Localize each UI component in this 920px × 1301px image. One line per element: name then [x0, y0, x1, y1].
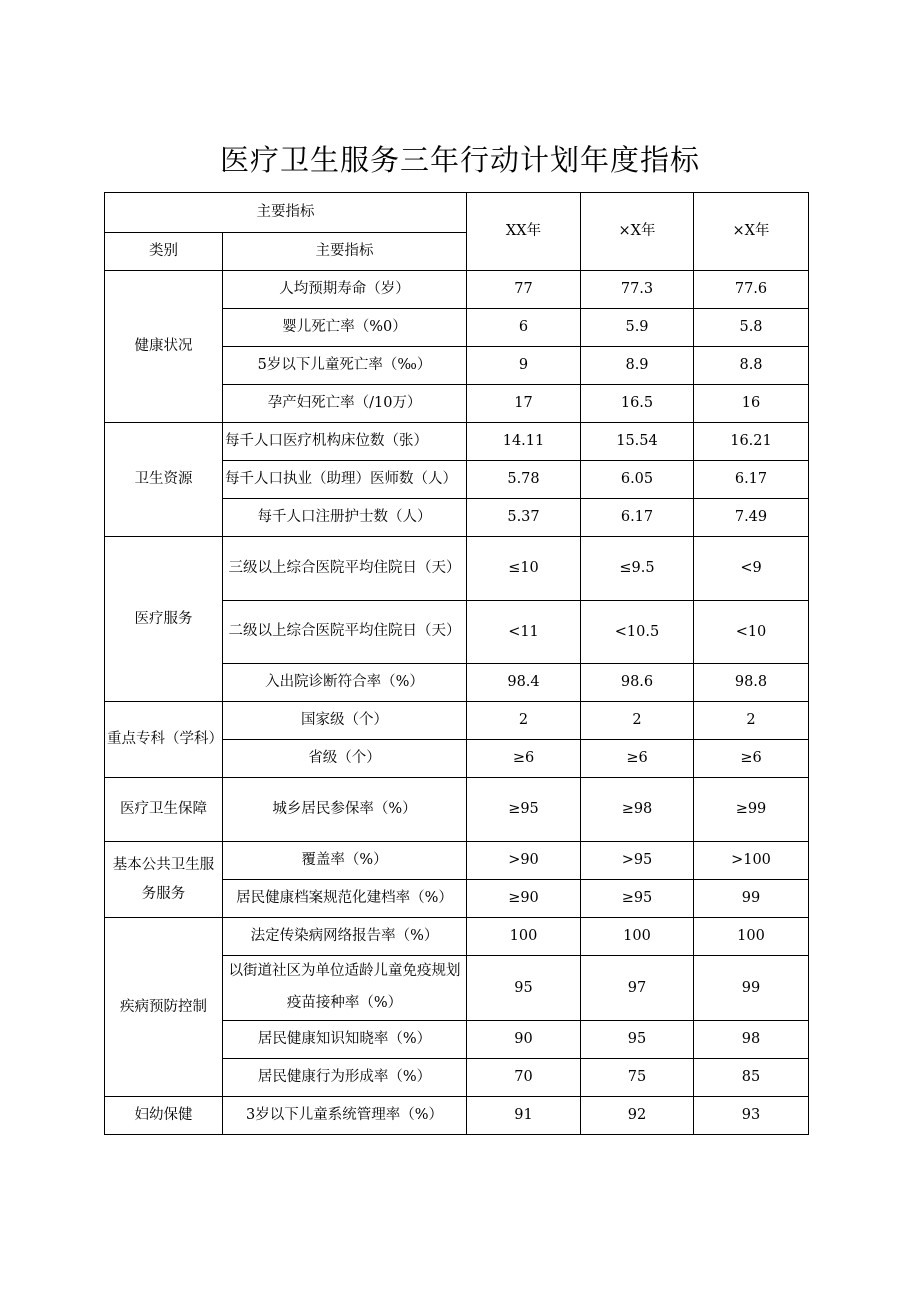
value-cell: 16	[694, 385, 809, 423]
value-cell: ≥6	[694, 740, 809, 778]
indicator-cell: 孕产妇死亡率（/10万）	[223, 385, 467, 423]
value-cell: 5.8	[694, 309, 809, 347]
indicator-cell: 三级以上综合医院平均住院日（天）	[223, 537, 467, 601]
indicator-cell: 每千人口医疗机构床位数（张）	[223, 423, 467, 461]
value-cell: 95	[581, 1020, 694, 1058]
value-cell: 15.54	[581, 423, 694, 461]
table-row	[105, 918, 809, 956]
value-cell: 98.4	[467, 664, 581, 702]
value-cell: 77	[467, 271, 581, 309]
header-main-indicator: 主要指标	[105, 193, 467, 233]
category-cell: 医疗卫生保障	[105, 778, 223, 842]
value-cell: <10.5	[581, 601, 694, 664]
header-year-1: XX年	[467, 193, 581, 271]
value-cell: >95	[581, 842, 694, 880]
value-cell: 98	[694, 1020, 809, 1058]
value-cell: 98.8	[694, 664, 809, 702]
indicator-cell: 国家级（个）	[223, 702, 467, 740]
value-cell: ≤9.5	[581, 537, 694, 601]
indicator-cell: 居民健康档案规范化建档率（%）	[223, 880, 467, 918]
table-row	[105, 778, 809, 842]
value-cell: <9	[694, 537, 809, 601]
value-cell: 91	[467, 1096, 581, 1134]
header-year-3: ×X年	[694, 193, 809, 271]
value-cell: 5.9	[581, 309, 694, 347]
value-cell: 95	[467, 956, 581, 1021]
table-row	[105, 842, 809, 880]
table-row	[105, 1096, 809, 1134]
header-category: 类别	[105, 233, 223, 271]
value-cell: ≥90	[467, 880, 581, 918]
value-cell: 14.11	[467, 423, 581, 461]
value-cell: 9	[467, 347, 581, 385]
value-cell: 85	[694, 1058, 809, 1096]
indicator-cell: 省级（个）	[223, 740, 467, 778]
value-cell: ≥95	[467, 778, 581, 842]
category-cell: 妇幼保健	[105, 1096, 223, 1134]
header-indicator: 主要指标	[223, 233, 467, 271]
value-cell: 2	[467, 702, 581, 740]
value-cell: 17	[467, 385, 581, 423]
value-cell: 92	[581, 1096, 694, 1134]
header-year-2: ×X年	[581, 193, 694, 271]
value-cell: 7.49	[694, 499, 809, 537]
indicator-cell: 每千人口执业（助理）医师数（人）	[223, 461, 467, 499]
value-cell: ≥99	[694, 778, 809, 842]
value-cell: 75	[581, 1058, 694, 1096]
category-cell: 医疗服务	[105, 537, 223, 702]
indicator-cell: 婴儿死亡率（%0）	[223, 309, 467, 347]
indicator-cell: 城乡居民参保率（%）	[223, 778, 467, 842]
value-cell: >100	[694, 842, 809, 880]
value-cell: 77.3	[581, 271, 694, 309]
value-cell: 5.78	[467, 461, 581, 499]
value-cell: 6.05	[581, 461, 694, 499]
value-cell: 90	[467, 1020, 581, 1058]
category-cell: 疾病预防控制	[105, 918, 223, 1097]
value-cell: 99	[694, 956, 809, 1021]
indicator-cell: 以街道社区为单位适龄儿童免疫规划疫苗接种率（%）	[223, 956, 467, 1021]
indicator-cell: 人均预期寿命（岁）	[223, 271, 467, 309]
value-cell: <11	[467, 601, 581, 664]
table-row	[105, 702, 809, 740]
value-cell: 97	[581, 956, 694, 1021]
indicator-cell: 法定传染病网络报告率（%）	[223, 918, 467, 956]
value-cell: 93	[694, 1096, 809, 1134]
value-cell: ≥6	[467, 740, 581, 778]
value-cell: 100	[581, 918, 694, 956]
value-cell: ≥98	[581, 778, 694, 842]
category-cell: 健康状况	[105, 271, 223, 423]
value-cell: 2	[694, 702, 809, 740]
indicator-cell: 居民健康知识知晓率（%）	[223, 1020, 467, 1058]
indicator-cell: 二级以上综合医院平均住院日（天）	[223, 601, 467, 664]
category-cell: 重点专科（学科）	[105, 702, 223, 778]
category-cell: 卫生资源	[105, 423, 223, 537]
indicator-table	[104, 192, 809, 1135]
category-cell: 基本公共卫生服务服务	[105, 842, 223, 918]
value-cell: 6.17	[694, 461, 809, 499]
table-row	[105, 423, 809, 461]
indicator-cell: 5岁以下儿童死亡率（‰）	[223, 347, 467, 385]
indicator-cell: 3岁以下儿童系统管理率（%）	[223, 1096, 467, 1134]
value-cell: 100	[467, 918, 581, 956]
value-cell: 5.37	[467, 499, 581, 537]
value-cell: ≤10	[467, 537, 581, 601]
value-cell: 16.21	[694, 423, 809, 461]
value-cell: 6.17	[581, 499, 694, 537]
value-cell: 98.6	[581, 664, 694, 702]
indicator-cell: 覆盖率（%）	[223, 842, 467, 880]
value-cell: >90	[467, 842, 581, 880]
value-cell: 2	[581, 702, 694, 740]
table-row	[105, 537, 809, 601]
value-cell: ≥95	[581, 880, 694, 918]
indicator-cell: 每千人口注册护士数（人）	[223, 499, 467, 537]
value-cell: 77.6	[694, 271, 809, 309]
value-cell: 99	[694, 880, 809, 918]
page-title: 医疗卫生服务三年行动计划年度指标	[219, 143, 700, 177]
value-cell: 100	[694, 918, 809, 956]
value-cell: 8.9	[581, 347, 694, 385]
value-cell: 70	[467, 1058, 581, 1096]
value-cell: 16.5	[581, 385, 694, 423]
value-cell: <10	[694, 601, 809, 664]
table-body	[105, 271, 809, 1135]
value-cell: 8.8	[694, 347, 809, 385]
value-cell: ≥6	[581, 740, 694, 778]
table-row	[105, 271, 809, 309]
value-cell: 6	[467, 309, 581, 347]
indicator-cell: 入出院诊断符合率（%）	[223, 664, 467, 702]
indicator-cell: 居民健康行为形成率（%）	[223, 1058, 467, 1096]
